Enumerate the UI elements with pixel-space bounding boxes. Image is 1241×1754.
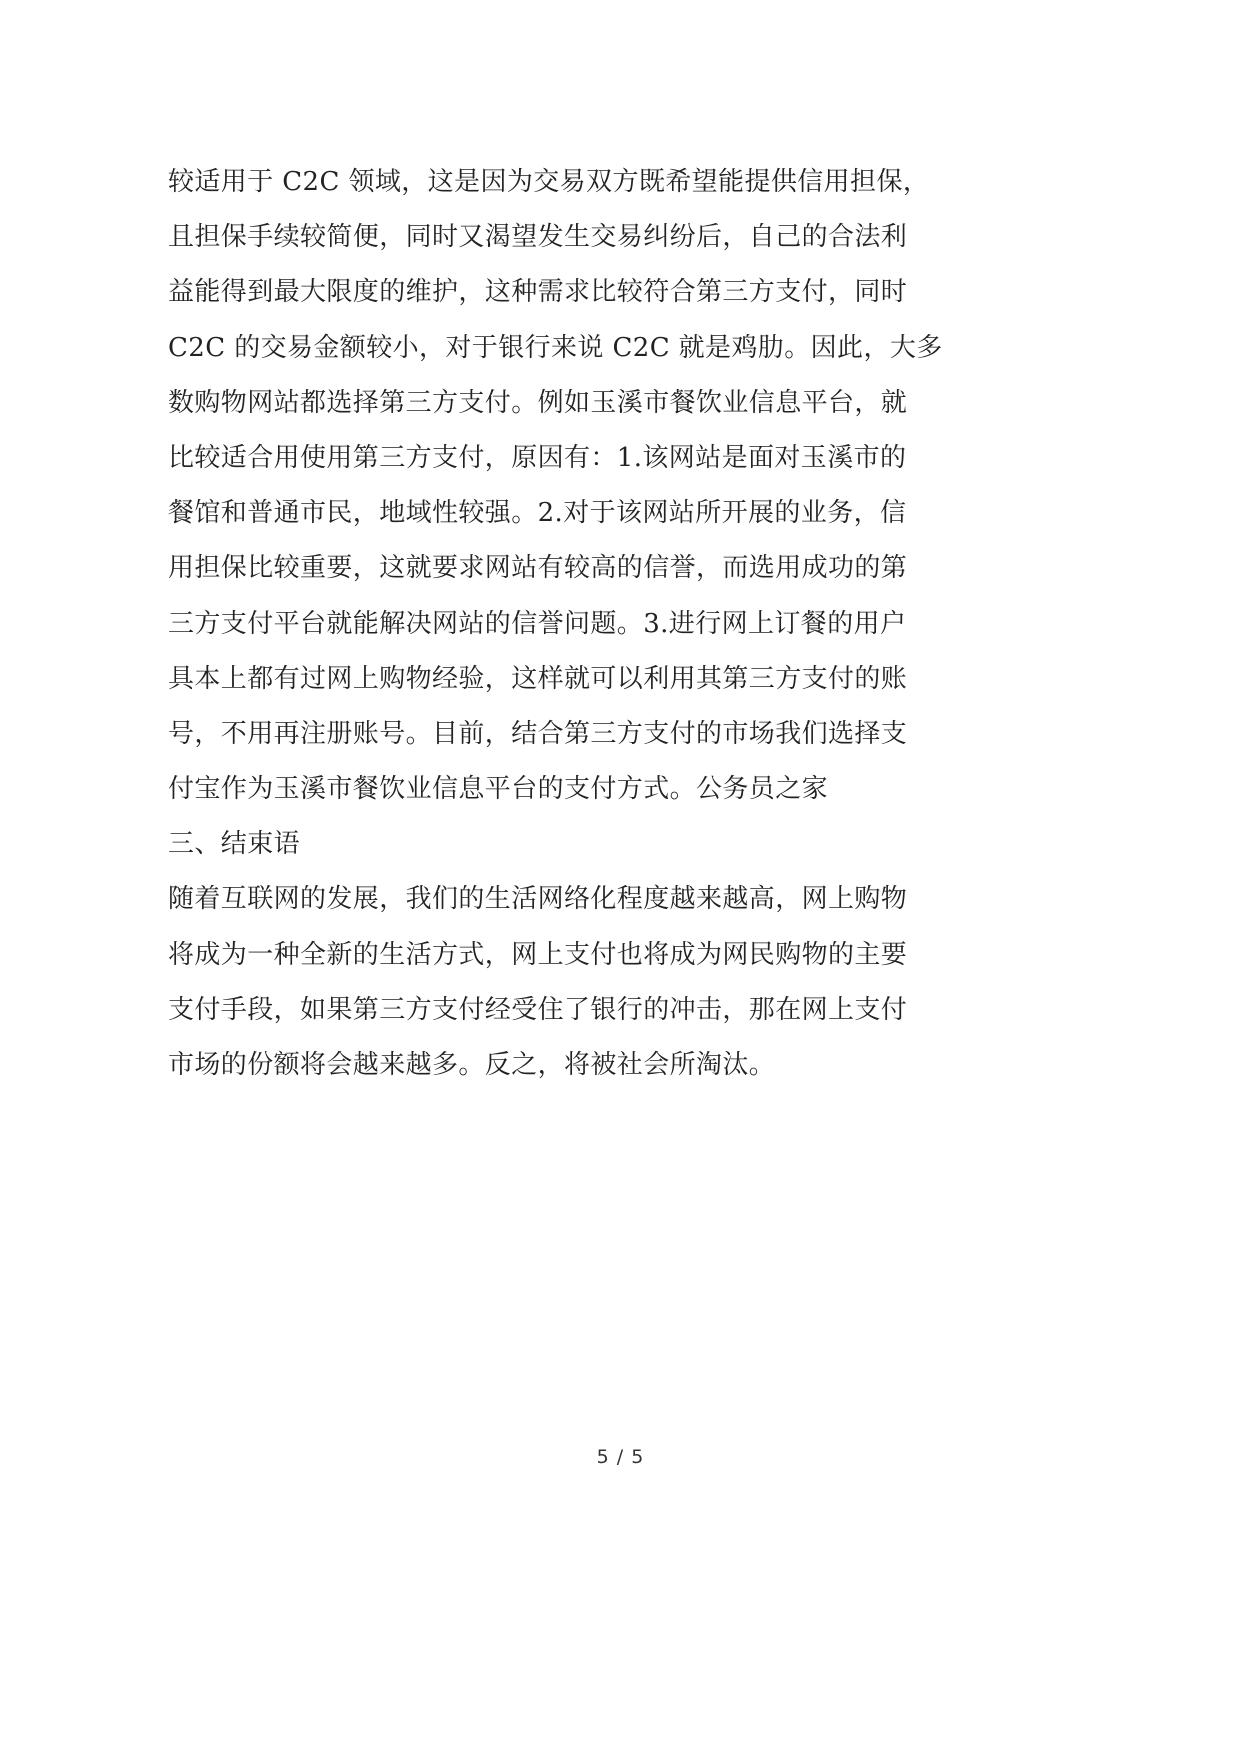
document-text xyxy=(168,155,1073,1093)
body-line: 三方支付平台就能解决网站的信誉问题。3.进行网上订餐的用户 xyxy=(168,608,907,639)
body-line: 餐馆和普通市民，地域性较强。2.对于该网站所开展的业务，信 xyxy=(168,498,907,529)
body-line: 较适用于 C2C 领域，这是因为交易双方既希望能提供信用担保， xyxy=(168,167,930,197)
section-heading: 三、结束语 xyxy=(168,829,301,860)
body-line: 具本上都有过网上购物经验，这样就可以利用其第三方支付的账 xyxy=(168,663,908,694)
conclusion-line: 市场的份额将会越来越多。反之，将被社会所淘汰。 xyxy=(168,1050,776,1080)
body-line: 益能得到最大限度的维护，这种需求比较符合第三方支付，同时 xyxy=(168,277,908,308)
conclusion-line: 支付手段，如果第三方支付经受住了银行的冲击，那在网上支付 xyxy=(168,994,908,1025)
body-line: C2C 的交易金额较小，对于银行来说 C2C 就是鸡肋。因此，大多 xyxy=(168,332,943,363)
body-line: 用担保比较重要，这就要求网站有较高的信誉，而选用成功的第 xyxy=(168,553,908,584)
page-number: 5 / 5 xyxy=(596,1446,645,1468)
body-line: 付宝作为玉溪市餐饮业信息平台的支付方式。公务员之家 xyxy=(168,774,829,805)
body-line: 且担保手续较简便，同时又渴望发生交易纠纷后，自己的合法利 xyxy=(168,222,908,253)
body-line: 比较适合用使用第三方支付，原因有：1.该网站是面对玉溪市的 xyxy=(168,442,907,473)
body-line: 数购物网站都选择第三方支付。例如玉溪市餐饮业信息平台，就 xyxy=(168,387,908,418)
body-line: 号，不用再注册账号。目前，结合第三方支付的市场我们选择支 xyxy=(168,718,908,749)
conclusion-line: 将成为一种全新的生活方式，网上支付也将成为网民购物的主要 xyxy=(168,939,908,970)
conclusion-line: 随着互联网的发展，我们的生活网络化程度越来越高，网上购物 xyxy=(168,884,908,915)
